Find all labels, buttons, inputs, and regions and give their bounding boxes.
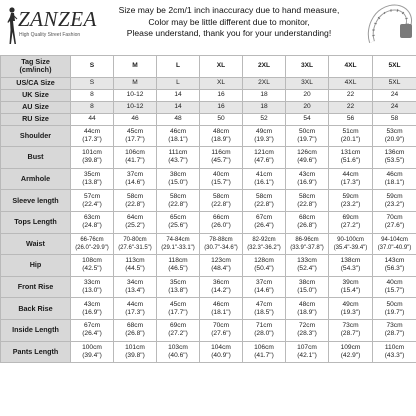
table-cell: 38cm (15.0"): [286, 276, 329, 298]
table-row: [1, 276, 416, 298]
table-cell: XL: [200, 77, 243, 89]
table-cell: 37cm (14.6"): [114, 168, 157, 190]
table-cell: 44cm (17.3"): [71, 125, 114, 147]
brand-logo: [2, 4, 97, 50]
row-label: Back Rise: [1, 298, 71, 320]
brand-name: ZANZEA: [18, 7, 97, 31]
table-cell: 41cm (16.1"): [243, 168, 286, 190]
table-cell: 20: [286, 89, 329, 101]
table-cell: 49cm (19.3"): [243, 125, 286, 147]
table-cell: XL: [200, 56, 243, 78]
row-label: Front Rise: [1, 276, 71, 298]
table-cell: 68cm (26.8"): [286, 211, 329, 233]
table-cell: 101cm (39.8"): [114, 341, 157, 363]
table-cell: 24: [373, 101, 416, 113]
notice-line: Size may be 2cm/1 inch inaccuracy due to hand measure,: [118, 5, 340, 15]
table-cell: 82-92cm (32.3"-36.2"): [243, 233, 286, 255]
table-cell: 58cm (22.8"): [157, 190, 200, 212]
table-cell: 2XL: [243, 77, 286, 89]
row-label: Pants Length: [1, 341, 71, 363]
table-cell: 58cm (22.8"): [286, 190, 329, 212]
table-cell: 108cm (42.5"): [71, 255, 114, 277]
table-cell: 35cm (13.8"): [71, 168, 114, 190]
table-cell: M: [114, 56, 157, 78]
table-cell: 46cm (18.1"): [373, 168, 416, 190]
table-row: [1, 101, 416, 113]
table-cell: 69cm (27.2"): [329, 211, 373, 233]
table-row: [1, 190, 416, 212]
table-cell: 121cm (47.6"): [243, 147, 286, 169]
table-cell: 40cm (15.7"): [200, 168, 243, 190]
table-cell: 73cm (28.7"): [329, 319, 373, 341]
table-row: [1, 211, 416, 233]
table-cell: L: [157, 77, 200, 89]
table-row: [1, 233, 416, 255]
table-cell: 46: [114, 113, 157, 125]
row-label: Sleeve length: [1, 190, 71, 212]
row-label: US/CA Size: [1, 77, 71, 89]
measurement-notice: [96, 5, 362, 40]
table-row: [1, 77, 416, 89]
table-cell: 38cm (15.0"): [157, 168, 200, 190]
table-cell: 16: [200, 101, 243, 113]
table-cell: 50cm (19.7"): [286, 125, 329, 147]
table-cell: 51cm (20.1"): [329, 125, 373, 147]
table-cell: 66-76cm (26.0"-29.9"): [71, 233, 114, 255]
table-cell: 63cm (24.8"): [71, 211, 114, 233]
measuring-tape-icon: [366, 2, 414, 50]
table-cell: 37cm (14.6"): [243, 276, 286, 298]
table-cell: 47cm (18.5"): [243, 298, 286, 320]
table-cell: 4XL: [329, 56, 373, 78]
table-cell: 39cm (15.4"): [329, 276, 373, 298]
table-cell: 49cm (19.3"): [329, 298, 373, 320]
table-cell: 34cm (13.4"): [114, 276, 157, 298]
table-row: [1, 89, 416, 101]
table-cell: 66cm (26.0"): [200, 211, 243, 233]
table-cell: 56: [329, 113, 373, 125]
table-cell: M: [114, 77, 157, 89]
table-cell: 54: [286, 113, 329, 125]
table-cell: 4XL: [329, 77, 373, 89]
table-cell: 70cm (27.6"): [200, 319, 243, 341]
table-cell: 58cm (22.8"): [200, 190, 243, 212]
table-cell: 67cm (26.4"): [243, 211, 286, 233]
table-cell: 58cm (22.8"): [114, 190, 157, 212]
table-row: [1, 255, 416, 277]
notice-line: Please understand, thank you for your understanding!: [126, 28, 332, 39]
table-cell: 8: [71, 101, 114, 113]
table-cell: 64cm (25.2"): [114, 211, 157, 233]
table-cell: 106cm (41.7"): [243, 341, 286, 363]
row-label: Tops Length: [1, 211, 71, 233]
table-cell: 71cm (28.0"): [243, 319, 286, 341]
table-cell: 3XL: [286, 56, 329, 78]
table-cell: 48cm (18.9"): [200, 125, 243, 147]
table-cell: 126cm (49.6"): [286, 147, 329, 169]
table-row: [1, 319, 416, 341]
table-cell: 118cm (46.5"): [157, 255, 200, 277]
table-cell: 69cm (27.2"): [157, 319, 200, 341]
table-cell: 111cm (43.7"): [157, 147, 200, 169]
brand-tagline: High Quality Street Fashion: [19, 32, 81, 38]
table-cell: 70-80cm (27.6"-31.5"): [114, 233, 157, 255]
size-chart-table: [0, 55, 416, 363]
table-cell: 78-88cm (30.7"-34.6"): [200, 233, 243, 255]
table-cell: 50: [200, 113, 243, 125]
table-cell: 40cm (15.7"): [373, 276, 416, 298]
table-cell: 123cm (48.4"): [200, 255, 243, 277]
table-cell: 44cm (17.3"): [114, 298, 157, 320]
table-cell: 2XL: [243, 56, 286, 78]
row-label: Tag Size (cm/inch): [1, 56, 71, 78]
table-cell: 109cm (42.9"): [329, 341, 373, 363]
table-row: [1, 298, 416, 320]
table-cell: 138cm (54.3"): [329, 255, 373, 277]
row-label: RU Size: [1, 113, 71, 125]
table-cell: 20: [286, 101, 329, 113]
table-cell: 107cm (42.1"): [286, 341, 329, 363]
table-cell: 45cm (17.7"): [114, 125, 157, 147]
table-cell: 58: [373, 113, 416, 125]
table-cell: 18: [243, 101, 286, 113]
table-cell: 59cm (23.2"): [373, 190, 416, 212]
table-cell: 24: [373, 89, 416, 101]
table-cell: 22: [329, 101, 373, 113]
table-row: [1, 125, 416, 147]
table-cell: 5XL: [373, 56, 416, 78]
header: [0, 0, 416, 53]
row-label: Bust: [1, 147, 71, 169]
notice-line: Color may be little different due to monitor,: [148, 16, 310, 27]
table-cell: 57cm (22.4"): [71, 190, 114, 212]
table-cell: 67cm (26.4"): [71, 319, 114, 341]
table-cell: 35cm (13.8"): [157, 276, 200, 298]
table-cell: 14: [157, 89, 200, 101]
table-cell: 58cm (22.8"): [243, 190, 286, 212]
table-cell: 22: [329, 89, 373, 101]
table-cell: 44: [71, 113, 114, 125]
table-cell: 45cm (17.7"): [157, 298, 200, 320]
table-cell: 14: [157, 101, 200, 113]
row-label: Waist: [1, 233, 71, 255]
table-cell: S: [71, 77, 114, 89]
table-cell: 73cm (28.7"): [373, 319, 416, 341]
table-cell: 72cm (28.3"): [286, 319, 329, 341]
table-cell: 10-12: [114, 101, 157, 113]
table-cell: 46cm (18.1"): [200, 298, 243, 320]
table-row: [1, 113, 416, 125]
row-label: UK Size: [1, 89, 71, 101]
table-cell: 16: [200, 89, 243, 101]
table-cell: L: [157, 56, 200, 78]
table-row: [1, 168, 416, 190]
table-cell: 86-96cm (33.9"-37.8"): [286, 233, 329, 255]
table-cell: 74-84cm (29.1"-33.1"): [157, 233, 200, 255]
table-cell: 50cm (19.7"): [373, 298, 416, 320]
table-cell: 3XL: [286, 77, 329, 89]
table-cell: 18: [243, 89, 286, 101]
table-cell: 70cm (27.6"): [373, 211, 416, 233]
table-cell: 143cm (56.3"): [373, 255, 416, 277]
table-cell: 33cm (13.0"): [71, 276, 114, 298]
table-cell: 59cm (23.2"): [329, 190, 373, 212]
table-cell: 46cm (18.1"): [157, 125, 200, 147]
table-cell: 53cm (20.9"): [373, 125, 416, 147]
row-label: Shoulder: [1, 125, 71, 147]
table-cell: 113cm (44.5"): [114, 255, 157, 277]
table-row: [1, 147, 416, 169]
table-cell: 104cm (40.9"): [200, 341, 243, 363]
table-cell: 8: [71, 89, 114, 101]
row-label: Hip: [1, 255, 71, 277]
row-label: AU Size: [1, 101, 71, 113]
table-cell: 36cm (14.2"): [200, 276, 243, 298]
table-cell: 48: [157, 113, 200, 125]
table-cell: 106cm (41.7"): [114, 147, 157, 169]
table-cell: 43cm (16.9"): [286, 168, 329, 190]
table-cell: 90-100cm (35.4"-39.4"): [329, 233, 373, 255]
table-cell: 5XL: [373, 77, 416, 89]
model-silhouette-icon: [4, 6, 18, 46]
table-cell: 68cm (26.8"): [114, 319, 157, 341]
table-row: [1, 341, 416, 363]
row-label: Inside Length: [1, 319, 71, 341]
table-row: [1, 56, 416, 78]
table-cell: 103cm (40.6"): [157, 341, 200, 363]
table-cell: 43cm (16.9"): [71, 298, 114, 320]
table-cell: S: [71, 56, 114, 78]
table-cell: 116cm (45.7"): [200, 147, 243, 169]
table-cell: 128cm (50.4"): [243, 255, 286, 277]
table-cell: 94-104cm (37.0"-40.9"): [373, 233, 416, 255]
table-cell: 44cm (17.3"): [329, 168, 373, 190]
table-cell: 100cm (39.4"): [71, 341, 114, 363]
table-cell: 101cm (39.8"): [71, 147, 114, 169]
table-cell: 48cm (18.9"): [286, 298, 329, 320]
table-cell: 65cm (25.6"): [157, 211, 200, 233]
table-cell: 10-12: [114, 89, 157, 101]
table-cell: 52: [243, 113, 286, 125]
table-cell: 110cm (43.3"): [373, 341, 416, 363]
table-cell: 133cm (52.4"): [286, 255, 329, 277]
row-label: Armhole: [1, 168, 71, 190]
table-cell: 131cm (51.6"): [329, 147, 373, 169]
table-cell: 136cm (53.5"): [373, 147, 416, 169]
